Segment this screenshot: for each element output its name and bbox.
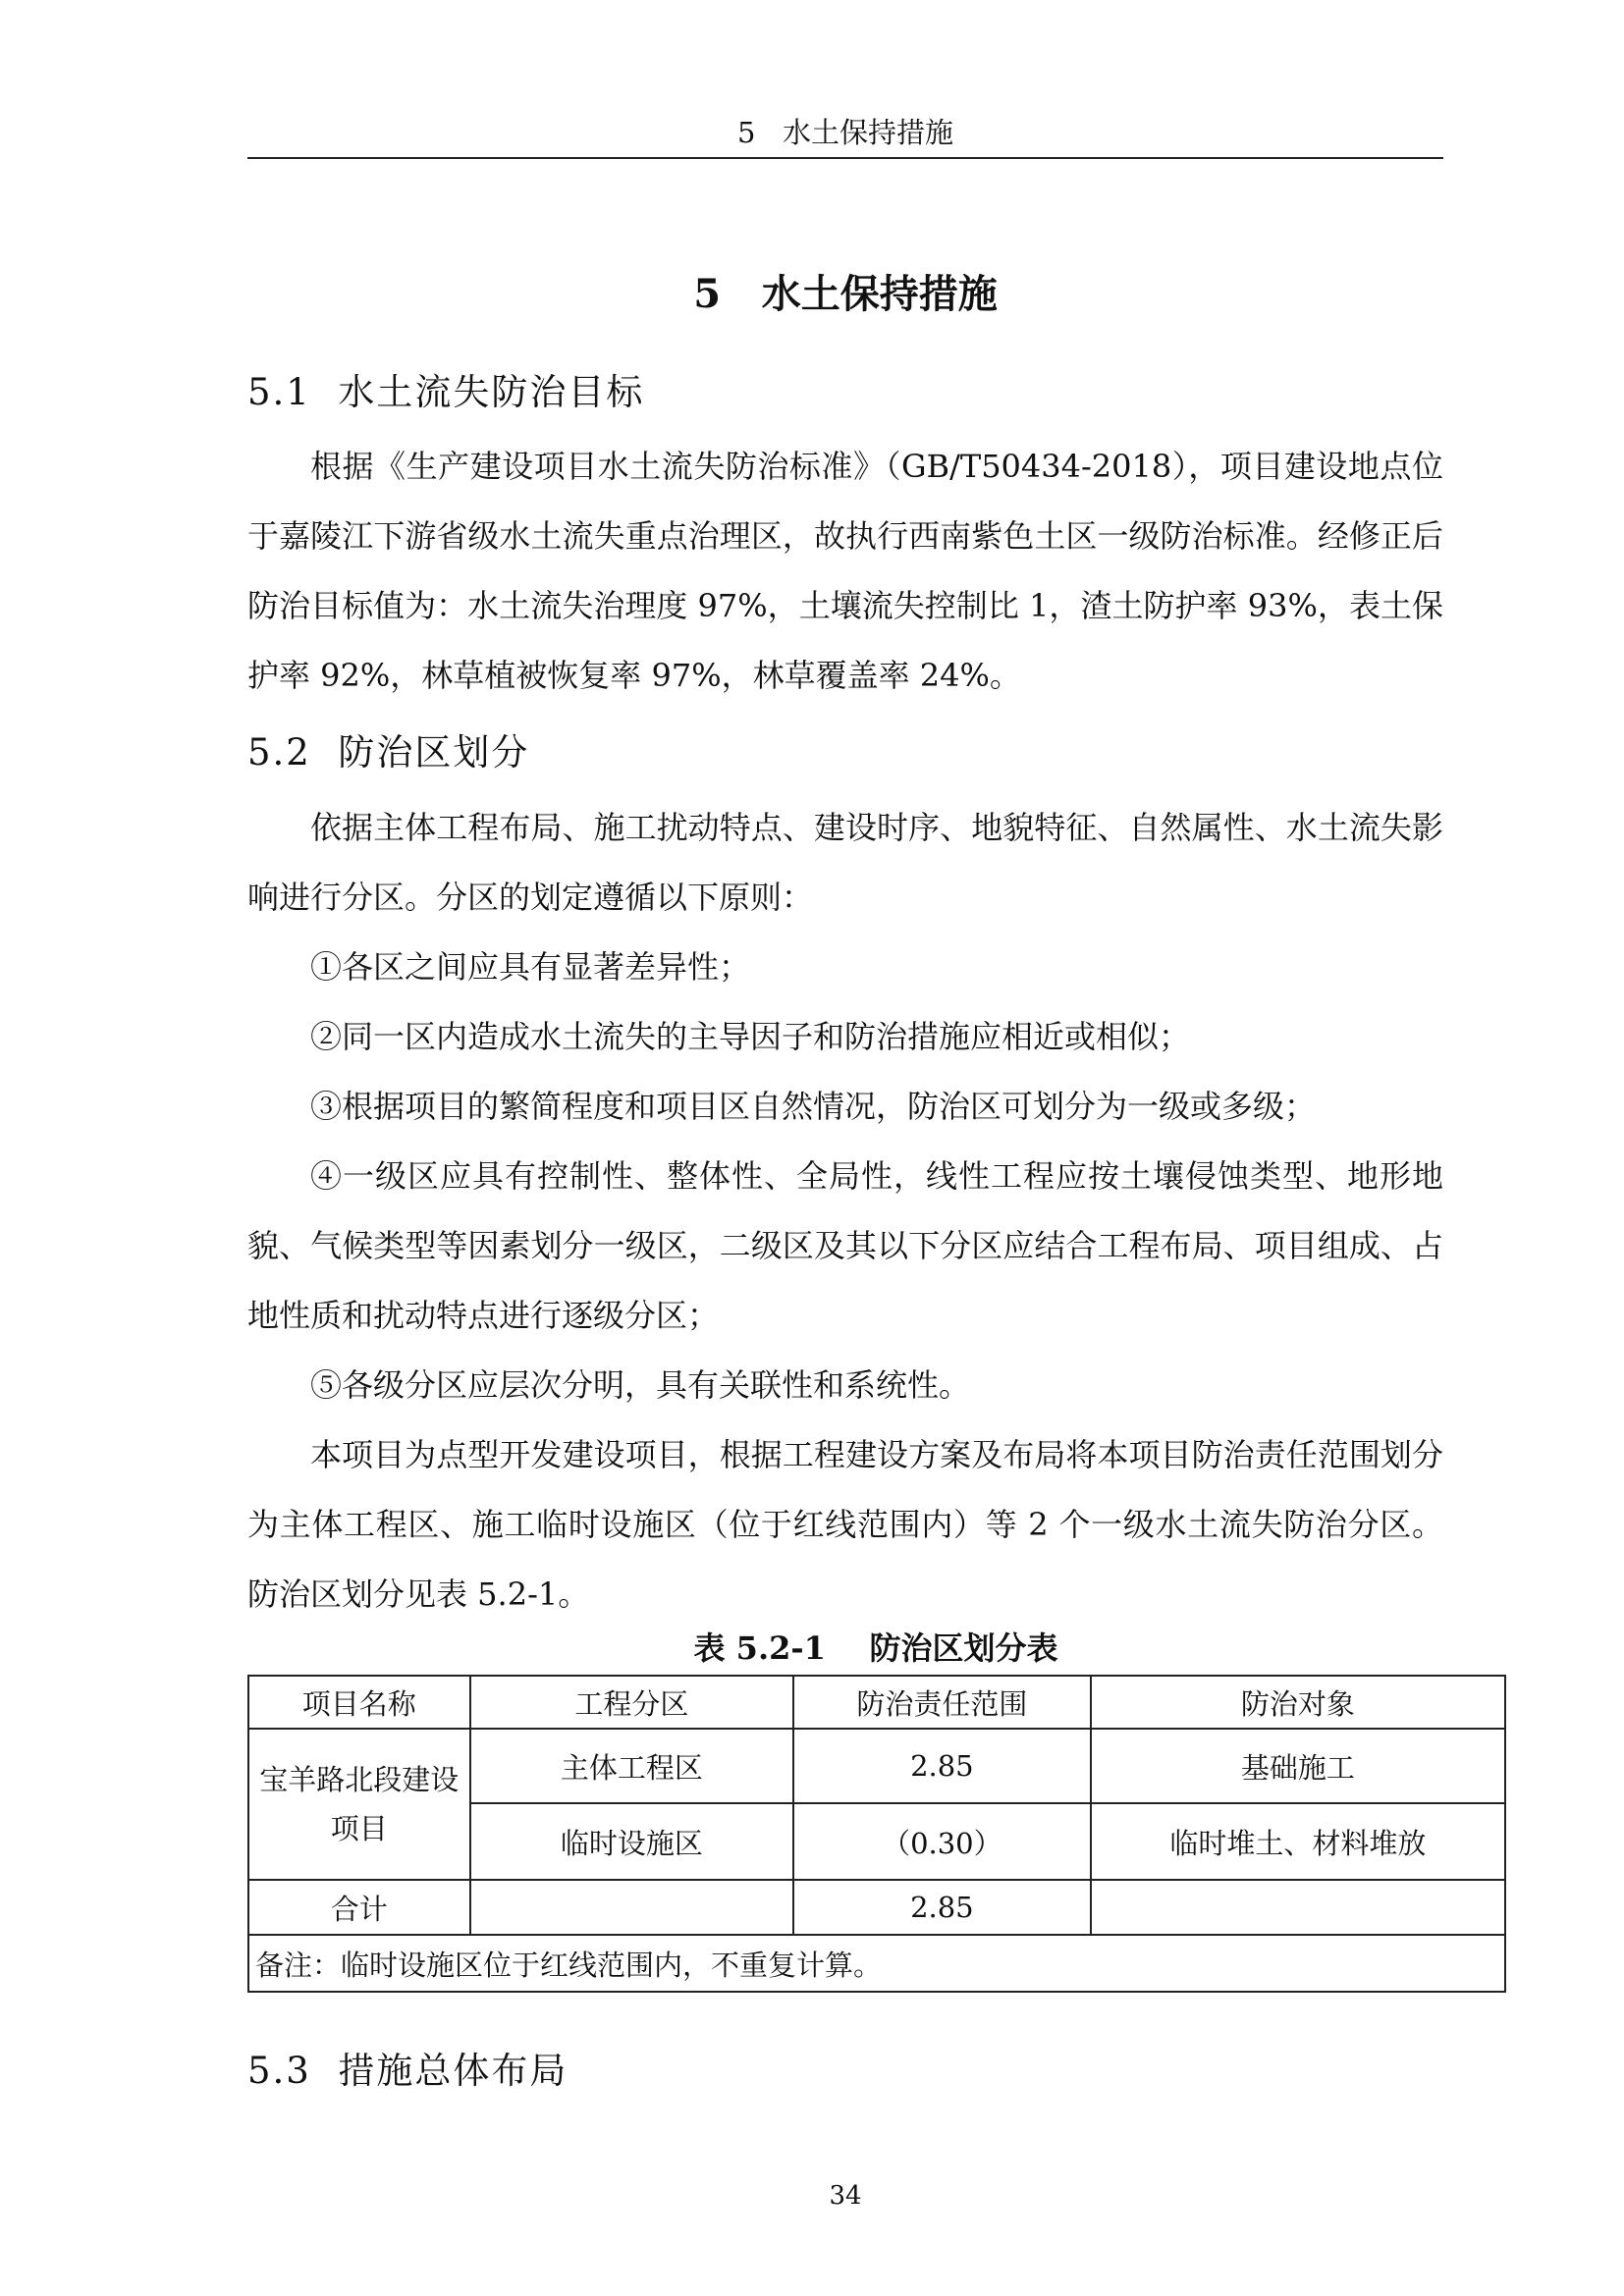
table-note-row bbox=[248, 1935, 1505, 1992]
target-cell: 基础施工 bbox=[1091, 1729, 1505, 1803]
section-5-1-paragraph: 根据《生产建设项目水土流失防治标准》（GB/T50434-2018），项目建设地点位于嘉陵江下游省级水土流失重点治理区，故执行西南紫色土区一级防治标准。经修正后防治目标值为：水土流失治理度 97%，土壤流失控制比 1，渣土防护率 93%，表土保护率 92%，林草植被恢复率 97%，林草覆盖率 24%。 bbox=[247, 448, 1443, 694]
principle-item-2: ②同一区内造成水土流失的主导因子和防治措施应相近或相似； bbox=[310, 1018, 1191, 1055]
table-header-cell: 防治对象 bbox=[1091, 1676, 1505, 1729]
project-name-cell: 宝羊路北段建设项目 bbox=[248, 1729, 470, 1880]
zone-division-table bbox=[247, 1675, 1506, 1993]
table-caption: 表 5.2-1 防治区划分表 bbox=[693, 1629, 1058, 1667]
area-cell: （0.30） bbox=[793, 1803, 1091, 1880]
table-header-cell: 项目名称 bbox=[248, 1676, 470, 1729]
table-row bbox=[248, 1729, 1505, 1803]
running-header bbox=[247, 108, 1443, 159]
total-area-cell: 2.85 bbox=[793, 1880, 1091, 1935]
principle-item-4: ④一级区应具有控制性、整体性、全局性，线性工程应按土壤侵蚀类型、地形地貌、气候类型等因素划分一级区，二级区及其以下分区应结合工程布局、项目组成、占地性质和扰动特点进行逐级分区； bbox=[247, 1157, 1443, 1334]
table-header-cell: 防治责任范围 bbox=[793, 1676, 1091, 1729]
area-cell: 2.85 bbox=[793, 1729, 1091, 1803]
section-5-2-conclusion: 本项目为点型开发建设项目，根据工程建设方案及布局将本项目防治责任范围划分为主体工程区、施工临时设施区（位于红线范围内）等 2 个一级水土流失防治分区。防治区划分见表 5.2-1。 bbox=[247, 1436, 1443, 1613]
principle-item-1: ①各区之间应具有显著差异性； bbox=[310, 948, 751, 986]
zone-cell: 主体工程区 bbox=[470, 1729, 793, 1803]
running-header-title: 5 水土保持措施 bbox=[736, 116, 954, 149]
zone-cell: 临时设施区 bbox=[470, 1803, 793, 1880]
target-cell: 临时堆土、材料堆放 bbox=[1091, 1803, 1505, 1880]
section-5-2-intro: 依据主体工程布局、施工扰动特点、建设时序、地貌特征、自然属性、水土流失影响进行分区。分区的划定遵循以下原则： bbox=[247, 809, 1443, 916]
page-number: 34 bbox=[829, 2181, 862, 2211]
table-note-cell: 备注：临时设施区位于红线范围内，不重复计算。 bbox=[248, 1935, 1505, 1992]
total-target-cell bbox=[1091, 1880, 1505, 1935]
total-label-cell: 合计 bbox=[248, 1880, 470, 1935]
section-title-5-2: 5.2 防治区划分 bbox=[247, 731, 530, 774]
principle-item-3: ③根据项目的繁简程度和项目区自然情况，防治区可划分为一级或多级； bbox=[310, 1088, 1317, 1125]
table-header-row bbox=[248, 1676, 1505, 1729]
principle-item-5: ⑤各级分区应层次分明，具有关联性和系统性。 bbox=[310, 1366, 971, 1404]
section-title-5-1: 5.1 水土流失防治目标 bbox=[247, 371, 645, 413]
section-title-5-3: 5.3 措施总体布局 bbox=[247, 2050, 568, 2092]
total-zone-cell bbox=[470, 1880, 793, 1935]
table-header-cell: 工程分区 bbox=[470, 1676, 793, 1729]
chapter-title: 5 水土保持措施 bbox=[693, 271, 998, 317]
table-total-row bbox=[248, 1880, 1505, 1935]
